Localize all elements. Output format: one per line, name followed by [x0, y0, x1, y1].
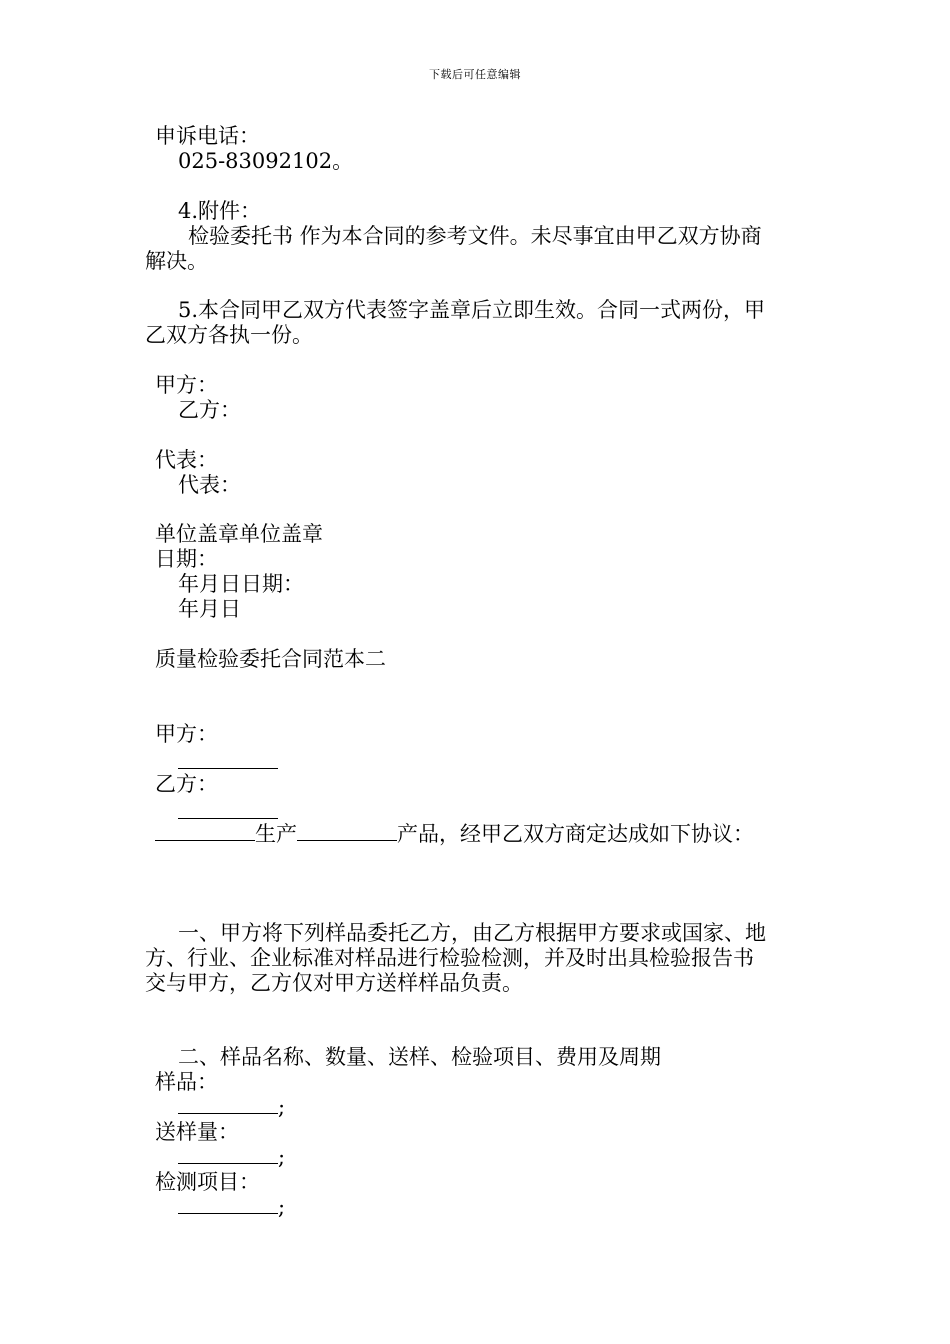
- date-line2: 年月日: [178, 597, 241, 621]
- test-items-label: 检测项目：: [155, 1170, 260, 1194]
- item5-line2: 乙双方各执一份。: [145, 323, 313, 347]
- party-b-label: 乙方：: [178, 398, 241, 422]
- sample-field: [178, 1095, 285, 1120]
- item5-line1: 5.本合同甲乙双方代表签字盖章后立即生效。合同一式两份，甲: [178, 298, 766, 322]
- quantity-semicolon: ;: [278, 1145, 286, 1169]
- complaint-phone-number: 025-83092102。: [178, 149, 354, 173]
- s2-party-a-label: 甲方：: [155, 722, 218, 746]
- clause1-line2: 方、行业、企业标准对样品进行检验检测，并及时出具检验报告书: [145, 946, 754, 970]
- sample-label: 样品：: [155, 1070, 218, 1094]
- item4-title: 4.附件：: [178, 199, 262, 223]
- quantity-label: 送样量：: [155, 1120, 239, 1144]
- rep-b-label: 代表：: [178, 473, 241, 497]
- section2-title: 质量检验委托合同范本二: [155, 647, 386, 671]
- clause1-line3: 交与甲方，乙方仅对甲方送样样品负责。: [145, 971, 523, 995]
- sample-semicolon: ;: [278, 1095, 286, 1119]
- produce-word: 生产: [255, 822, 297, 846]
- s2-party-b-label: 乙方：: [155, 772, 218, 796]
- page-header-note: 下载后可任意编辑: [429, 68, 521, 81]
- quantity-blank: [178, 1145, 278, 1164]
- quantity-field: [178, 1145, 285, 1170]
- item4-body-line1: 检验委托书 作为本合同的参考文件。未尽事宜由甲乙双方协商: [188, 224, 762, 248]
- clause1-line1: 一、甲方将下列样品委托乙方，由乙方根据甲方要求或国家、地: [178, 921, 766, 945]
- product-blank: [297, 822, 397, 841]
- sample-blank: [178, 1095, 278, 1114]
- item4-body-line2: 解决。: [145, 249, 208, 273]
- rep-a-label: 代表：: [155, 448, 218, 472]
- clause2-title: 二、样品名称、数量、送样、检验项目、费用及周期: [178, 1045, 661, 1069]
- test-items-blank: [178, 1195, 278, 1214]
- test-items-semicolon: ;: [278, 1195, 286, 1219]
- complaint-phone-label: 申诉电话：: [155, 124, 260, 148]
- test-items-field: [178, 1195, 285, 1220]
- party-a-blank: [178, 768, 278, 769]
- date-line1: 年月日日期：: [178, 572, 304, 596]
- producer-blank: [155, 822, 255, 841]
- date-label: 日期：: [155, 547, 218, 571]
- product-agreement-line: [155, 822, 754, 847]
- party-a-label: 甲方：: [155, 373, 218, 397]
- seal-line: 单位盖章单位盖章: [155, 522, 323, 546]
- product-text: 产品，经甲乙双方商定达成如下协议：: [397, 822, 754, 846]
- party-b-blank: [178, 818, 278, 819]
